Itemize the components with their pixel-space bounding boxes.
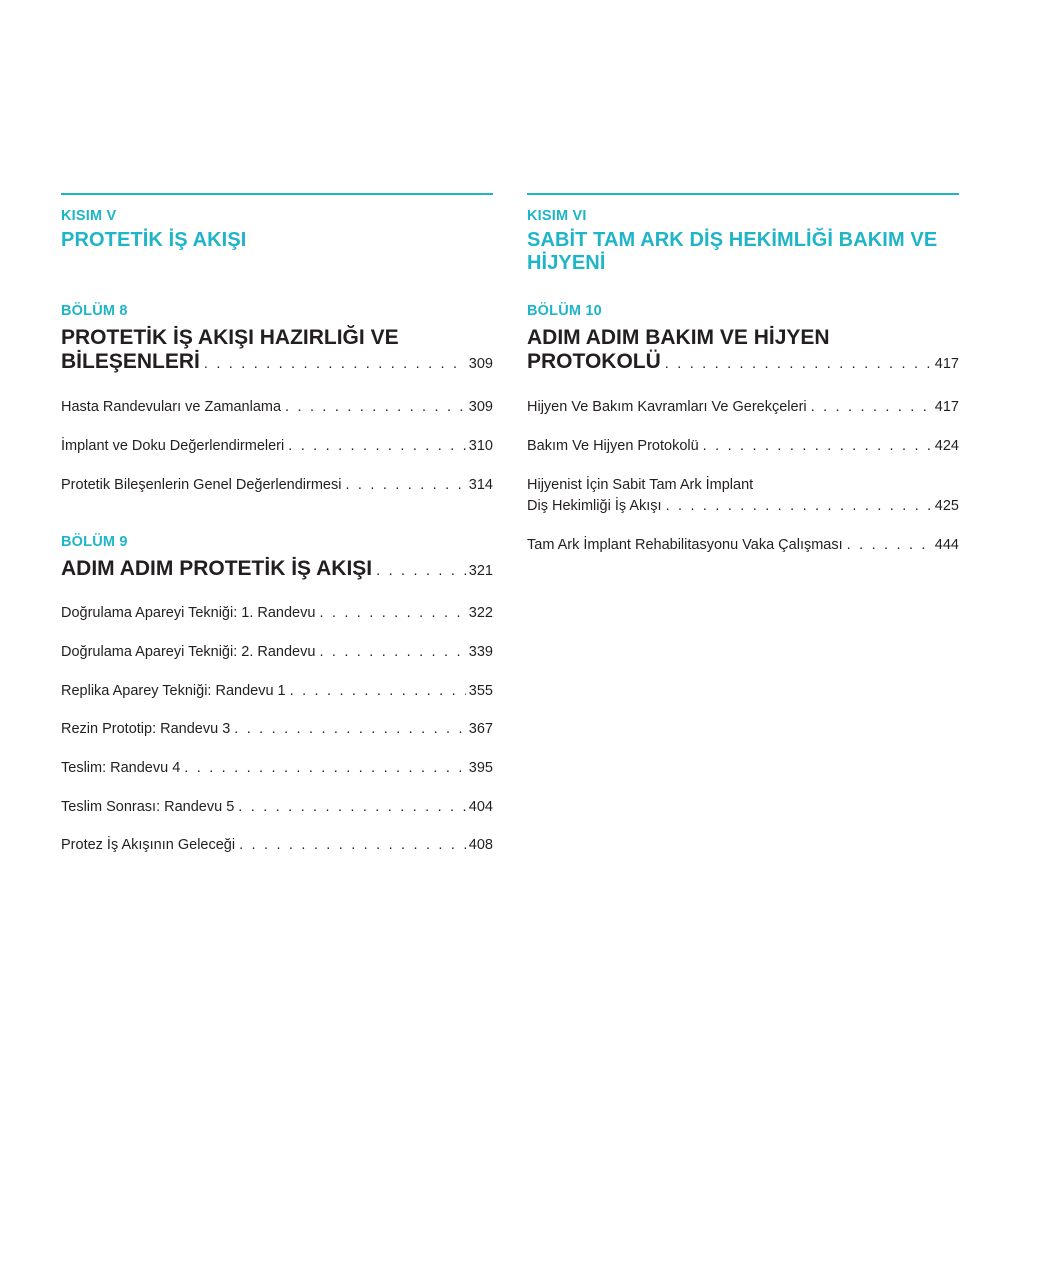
dot-leader: [285, 399, 466, 415]
dot-leader: [238, 799, 466, 815]
chapter-title-line: BİLEŞENLERİ: [61, 350, 200, 373]
dot-leader: [666, 498, 932, 514]
entry-label: Hijyen Ve Bakım Kavramları Ve Gerekçeleri: [527, 399, 807, 415]
toc-chapter-row[interactable]: [527, 350, 959, 376]
entry-label: Replika Aparey Tekniği: Randevu 1: [61, 683, 286, 699]
part-label: KISIM V: [61, 208, 117, 224]
chapter-title: [61, 326, 493, 350]
page-number: 314: [468, 477, 493, 493]
page-number: 425: [934, 498, 959, 514]
page-number: 355: [468, 683, 493, 699]
page-number: 309: [468, 399, 493, 415]
toc-entry[interactable]: [527, 438, 959, 454]
toc-chapter-row[interactable]: [61, 557, 493, 583]
chapter-label: BÖLÜM 9: [61, 534, 128, 550]
page-number: 322: [468, 605, 493, 621]
dot-leader: [319, 644, 465, 660]
section-divider: [527, 193, 959, 195]
entry-label: İmplant ve Doku Değerlendirmeleri: [61, 438, 285, 454]
toc-entry[interactable]: [61, 760, 493, 776]
toc-entry[interactable]: [527, 537, 959, 553]
entry-label: Bakım Ve Hijyen Protokolü: [527, 438, 699, 454]
page-number: 339: [468, 644, 493, 660]
dot-leader: [345, 477, 465, 493]
toc-entry[interactable]: [61, 644, 493, 660]
entry-label-line: Diş Hekimliği İş Akışı: [527, 498, 662, 514]
page-number: 367: [468, 721, 493, 737]
part-title: PROTETİK İŞ AKIŞI: [61, 229, 247, 251]
page-number: 417: [934, 399, 959, 415]
toc-entry[interactable]: [61, 837, 493, 853]
entry-label: Doğrulama Apareyi Tekniği: 2. Randevu: [61, 644, 316, 660]
dot-leader: [665, 352, 932, 376]
part-title: [527, 229, 959, 275]
dot-leader: [239, 837, 466, 853]
toc-entry[interactable]: [61, 683, 493, 699]
toc-chapter-row[interactable]: [61, 350, 493, 376]
chapter-label: BÖLÜM 8: [61, 303, 128, 319]
entry-label: Doğrulama Apareyi Tekniği: 1. Randevu: [61, 605, 316, 621]
dot-leader: [703, 438, 932, 454]
chapter-title: ADIM ADIM PROTETİK İŞ AKIŞI: [61, 557, 373, 580]
entry-label: Tam Ark İmplant Rehabilitasyonu Vaka Çalışması: [527, 537, 843, 553]
page-number: 404: [468, 799, 493, 815]
dot-leader: [288, 438, 466, 454]
toc-entry[interactable]: [61, 438, 493, 454]
dot-leader: [811, 399, 932, 415]
chapter-title: [527, 326, 959, 350]
toc-entry[interactable]: [61, 799, 493, 815]
dot-leader: [184, 760, 466, 776]
section-divider: [61, 193, 493, 195]
toc-column-left: [61, 193, 493, 853]
entry-label: Hasta Randevuları ve Zamanlama: [61, 399, 282, 415]
toc-entry[interactable]: [61, 477, 493, 493]
entry-label-line: Hijyenist İçin Sabit Tam Ark İmplant: [527, 477, 754, 493]
toc-column-right: [527, 193, 959, 553]
dot-leader: [376, 559, 466, 583]
page-number: 309: [468, 356, 493, 372]
dot-leader: [204, 352, 466, 376]
page-number: 408: [468, 837, 493, 853]
toc-entry[interactable]: [527, 475, 959, 514]
page-number: 321: [468, 563, 493, 579]
page-number: 395: [468, 760, 493, 776]
part-label: KISIM VI: [527, 208, 587, 224]
chapter-title-line: PROTETİK İŞ AKIŞI HAZIRLIĞI VE: [61, 326, 399, 349]
entry-label: Protez İş Akışının Geleceği: [61, 837, 236, 853]
chapter-label: BÖLÜM 10: [527, 303, 602, 319]
toc-entry[interactable]: [61, 721, 493, 737]
dot-leader: [290, 683, 466, 699]
chapter-title-line: PROTOKOLÜ: [527, 350, 661, 373]
dot-leader: [847, 537, 932, 553]
part-title-line: HİJYENİ: [527, 252, 606, 274]
toc-entry[interactable]: [527, 399, 959, 415]
page-number: 417: [934, 356, 959, 372]
toc-entry[interactable]: [61, 399, 493, 415]
dot-leader: [319, 605, 465, 621]
toc-entry[interactable]: [61, 605, 493, 621]
page-number: 444: [934, 537, 959, 553]
entry-label: Teslim Sonrası: Randevu 5: [61, 799, 235, 815]
chapter-title-line: ADIM ADIM BAKIM VE HİJYEN: [527, 326, 830, 349]
page-number: 424: [934, 438, 959, 454]
entry-label: Rezin Prototip: Randevu 3: [61, 721, 231, 737]
dot-leader: [234, 721, 466, 737]
page-number: 310: [468, 438, 493, 454]
entry-label: Protetik Bileşenlerin Genel Değerlendirmesi: [61, 477, 342, 493]
part-title-line: SABİT TAM ARK DİŞ HEKİMLİĞİ BAKIM VE: [527, 229, 938, 251]
entry-label: Teslim: Randevu 4: [61, 760, 181, 776]
